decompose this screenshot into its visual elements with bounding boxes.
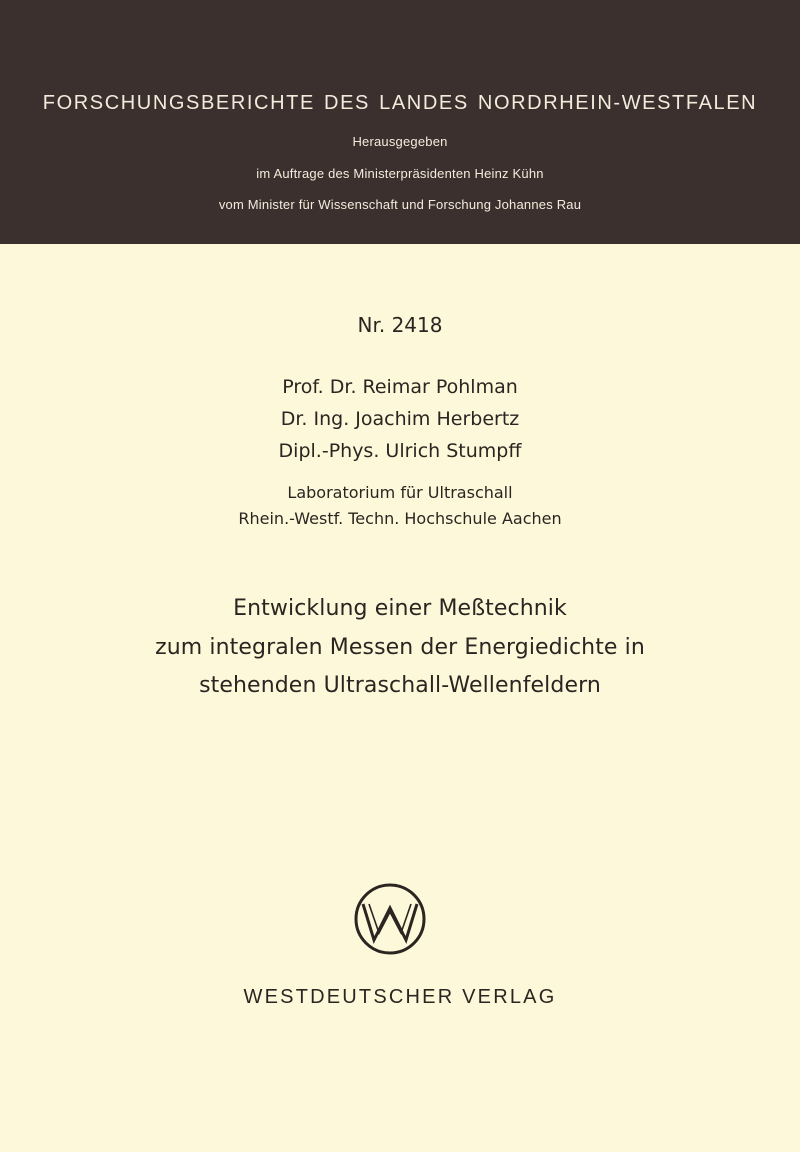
- author-2: Dr. Ing. Joachim Herbertz: [280, 408, 520, 430]
- institution-line-1: Laboratorium für Ultraschall: [287, 483, 513, 502]
- report-number: Nr. 2418: [357, 313, 443, 337]
- report-title-line-2: zum integralen Messen der Energiedichte in: [155, 635, 645, 660]
- report-title-line-3: stehenden Ultraschall-Wellenfeldern: [199, 673, 601, 698]
- report-title-line-1: Entwicklung einer Meßtechnik: [233, 596, 567, 621]
- institution-line-2: Rhein.-Westf. Techn. Hochschule Aachen: [238, 509, 562, 528]
- commission-line: im Auftrage des Ministerpräsidenten Heinz Kühn: [256, 166, 544, 181]
- editor-line: Herausgegeben: [352, 134, 448, 149]
- author-1: Prof. Dr. Reimar Pohlman: [282, 376, 518, 398]
- series-title: FORSCHUNGSBERICHTE DES LANDES NORDRHEIN-WESTFALEN: [42, 92, 758, 114]
- publisher-name: WESTDEUTSCHER VERLAG: [243, 986, 557, 1008]
- author-3: Dipl.-Phys. Ulrich Stumpff: [278, 440, 522, 462]
- header-band: [0, 0, 800, 244]
- minister-line: vom Minister für Wissenschaft und Forschung Johannes Rau: [218, 197, 582, 212]
- publisher-logo-icon: [353, 882, 427, 956]
